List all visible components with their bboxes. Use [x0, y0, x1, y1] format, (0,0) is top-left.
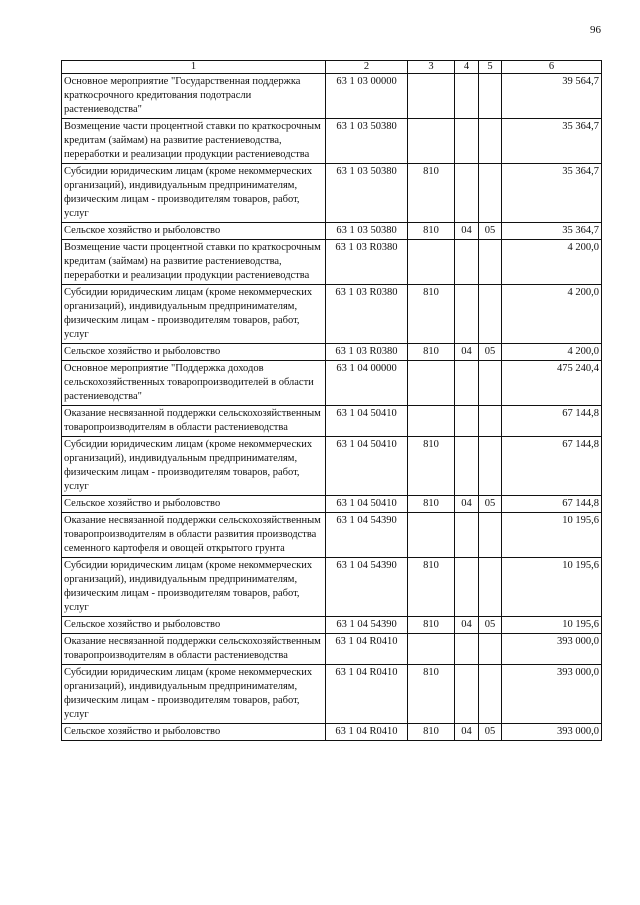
cell-amount: 39 564,7: [502, 74, 602, 119]
column-header: 3: [408, 61, 455, 74]
column-header: 2: [326, 61, 408, 74]
cell-expense-type: [408, 119, 455, 164]
cell-section: [455, 285, 479, 344]
table-row: [62, 406, 602, 437]
table-body: [62, 61, 602, 741]
cell-expense-type: 810: [408, 724, 455, 741]
cell-section: [455, 513, 479, 558]
cell-section: 04: [455, 496, 479, 513]
cell-expense-type: 810: [408, 617, 455, 634]
table-row: [62, 634, 602, 665]
cell-amount: 10 195,6: [502, 513, 602, 558]
cell-section: 04: [455, 724, 479, 741]
table-row: [62, 223, 602, 240]
cell-code: 63 1 04 50410: [326, 406, 408, 437]
table-row: [62, 558, 602, 617]
cell-section: [455, 240, 479, 285]
cell-section: [455, 665, 479, 724]
cell-expense-type: 810: [408, 437, 455, 496]
cell-code: 63 1 04 R0410: [326, 634, 408, 665]
table-row: [62, 240, 602, 285]
cell-expense-type: 810: [408, 558, 455, 617]
cell-subsection: 05: [479, 496, 502, 513]
cell-expense-type: 810: [408, 223, 455, 240]
cell-subsection: [479, 665, 502, 724]
cell-section: [455, 164, 479, 223]
table-row: [62, 361, 602, 406]
cell-subsection: [479, 119, 502, 164]
cell-name: Возмещение части процентной ставки по краткосрочным кредитам (займам) на развитие растениеводства, переработки и реализации продукции растениеводства: [62, 240, 326, 285]
table-row: [62, 285, 602, 344]
cell-expense-type: [408, 361, 455, 406]
cell-name: Оказание несвязанной поддержки сельскохозяйственным товаропроизводителям в области развития производства семенного картофеля и овощей открытого грунта: [62, 513, 326, 558]
cell-amount: 35 364,7: [502, 119, 602, 164]
cell-expense-type: 810: [408, 164, 455, 223]
cell-subsection: 05: [479, 344, 502, 361]
cell-expense-type: 810: [408, 285, 455, 344]
cell-subsection: [479, 240, 502, 285]
cell-name: Сельское хозяйство и рыболовство: [62, 617, 326, 634]
column-header: 5: [479, 61, 502, 74]
cell-amount: 393 000,0: [502, 724, 602, 741]
cell-amount: 35 364,7: [502, 164, 602, 223]
cell-code: 63 1 04 00000: [326, 361, 408, 406]
cell-subsection: [479, 361, 502, 406]
cell-code: 63 1 04 R0410: [326, 665, 408, 724]
cell-section: 04: [455, 617, 479, 634]
cell-expense-type: [408, 634, 455, 665]
column-header: 1: [62, 61, 326, 74]
cell-name: Сельское хозяйство и рыболовство: [62, 344, 326, 361]
cell-section: [455, 361, 479, 406]
cell-name: Субсидии юридическим лицам (кроме некоммерческих организаций), индивидуальным предпринимателям, физическим лицам - производителям товаров, работ, услуг: [62, 558, 326, 617]
cell-expense-type: 810: [408, 665, 455, 724]
cell-section: [455, 634, 479, 665]
cell-expense-type: 810: [408, 496, 455, 513]
cell-code: 63 1 03 R0380: [326, 344, 408, 361]
table-row: [62, 437, 602, 496]
cell-name: Основное мероприятие "Поддержка доходов сельскохозяйственных товаропроизводителей в области растениеводства": [62, 361, 326, 406]
cell-name: Субсидии юридическим лицам (кроме некоммерческих организаций), индивидуальным предпринимателям, физическим лицам - производителям товаров, работ, услуг: [62, 164, 326, 223]
table-row: [62, 724, 602, 741]
page-number: 96: [590, 24, 601, 36]
cell-code: 63 1 03 50380: [326, 119, 408, 164]
cell-amount: 67 144,8: [502, 496, 602, 513]
cell-code: 63 1 04 54390: [326, 513, 408, 558]
cell-name: Основное мероприятие "Государственная поддержка краткосрочного кредитования подотрасли растениеводства": [62, 74, 326, 119]
cell-section: [455, 119, 479, 164]
table-row: [62, 119, 602, 164]
cell-name: Сельское хозяйство и рыболовство: [62, 223, 326, 240]
cell-name: Сельское хозяйство и рыболовство: [62, 724, 326, 741]
cell-name: Возмещение части процентной ставки по краткосрочным кредитам (займам) на развитие растениеводства, переработки и реализации продукции растениеводства: [62, 119, 326, 164]
cell-subsection: [479, 164, 502, 223]
cell-amount: 10 195,6: [502, 617, 602, 634]
cell-name: Субсидии юридическим лицам (кроме некоммерческих организаций), индивидуальным предпринимателям, физическим лицам - производителям товаров, работ, услуг: [62, 665, 326, 724]
cell-name: Субсидии юридическим лицам (кроме некоммерческих организаций), индивидуальным предпринимателям, физическим лицам - производителям товаров, работ, услуг: [62, 285, 326, 344]
column-header: 4: [455, 61, 479, 74]
cell-amount: 4 200,0: [502, 240, 602, 285]
cell-amount: 393 000,0: [502, 634, 602, 665]
cell-code: 63 1 04 54390: [326, 558, 408, 617]
cell-amount: 67 144,8: [502, 406, 602, 437]
cell-expense-type: [408, 74, 455, 119]
cell-amount: 10 195,6: [502, 558, 602, 617]
cell-code: 63 1 04 R0410: [326, 724, 408, 741]
cell-code: 63 1 04 50410: [326, 437, 408, 496]
cell-amount: 4 200,0: [502, 285, 602, 344]
table-row: [62, 344, 602, 361]
cell-amount: 475 240,4: [502, 361, 602, 406]
cell-code: 63 1 03 50380: [326, 164, 408, 223]
cell-subsection: [479, 558, 502, 617]
table-row: [62, 164, 602, 223]
cell-expense-type: 810: [408, 344, 455, 361]
cell-subsection: [479, 513, 502, 558]
table-row: [62, 496, 602, 513]
cell-section: [455, 74, 479, 119]
cell-name: Сельское хозяйство и рыболовство: [62, 496, 326, 513]
budget-table: [61, 60, 602, 741]
cell-section: [455, 558, 479, 617]
cell-subsection: [479, 285, 502, 344]
cell-section: [455, 437, 479, 496]
cell-subsection: 05: [479, 617, 502, 634]
table-row: [62, 617, 602, 634]
cell-section: [455, 406, 479, 437]
cell-section: 04: [455, 223, 479, 240]
table-row: [62, 665, 602, 724]
cell-subsection: [479, 634, 502, 665]
cell-expense-type: [408, 513, 455, 558]
cell-amount: 393 000,0: [502, 665, 602, 724]
cell-subsection: 05: [479, 724, 502, 741]
cell-subsection: [479, 437, 502, 496]
cell-name: Субсидии юридическим лицам (кроме некоммерческих организаций), индивидуальным предпринимателям, физическим лицам - производителям товаров, работ, услуг: [62, 437, 326, 496]
cell-name: Оказание несвязанной поддержки сельскохозяйственным товаропроизводителям в области растениеводства: [62, 634, 326, 665]
cell-code: 63 1 04 50410: [326, 496, 408, 513]
header-row: [62, 61, 602, 74]
cell-expense-type: [408, 406, 455, 437]
cell-amount: 35 364,7: [502, 223, 602, 240]
cell-code: 63 1 03 00000: [326, 74, 408, 119]
cell-expense-type: [408, 240, 455, 285]
cell-name: Оказание несвязанной поддержки сельскохозяйственным товаропроизводителям в области растениеводства: [62, 406, 326, 437]
cell-code: 63 1 03 R0380: [326, 240, 408, 285]
column-header: 6: [502, 61, 602, 74]
cell-subsection: [479, 74, 502, 119]
cell-code: 63 1 03 50380: [326, 223, 408, 240]
cell-amount: 67 144,8: [502, 437, 602, 496]
table-row: [62, 513, 602, 558]
table-row: [62, 74, 602, 119]
cell-amount: 4 200,0: [502, 344, 602, 361]
cell-subsection: [479, 406, 502, 437]
cell-code: 63 1 03 R0380: [326, 285, 408, 344]
cell-subsection: 05: [479, 223, 502, 240]
cell-section: 04: [455, 344, 479, 361]
cell-code: 63 1 04 54390: [326, 617, 408, 634]
